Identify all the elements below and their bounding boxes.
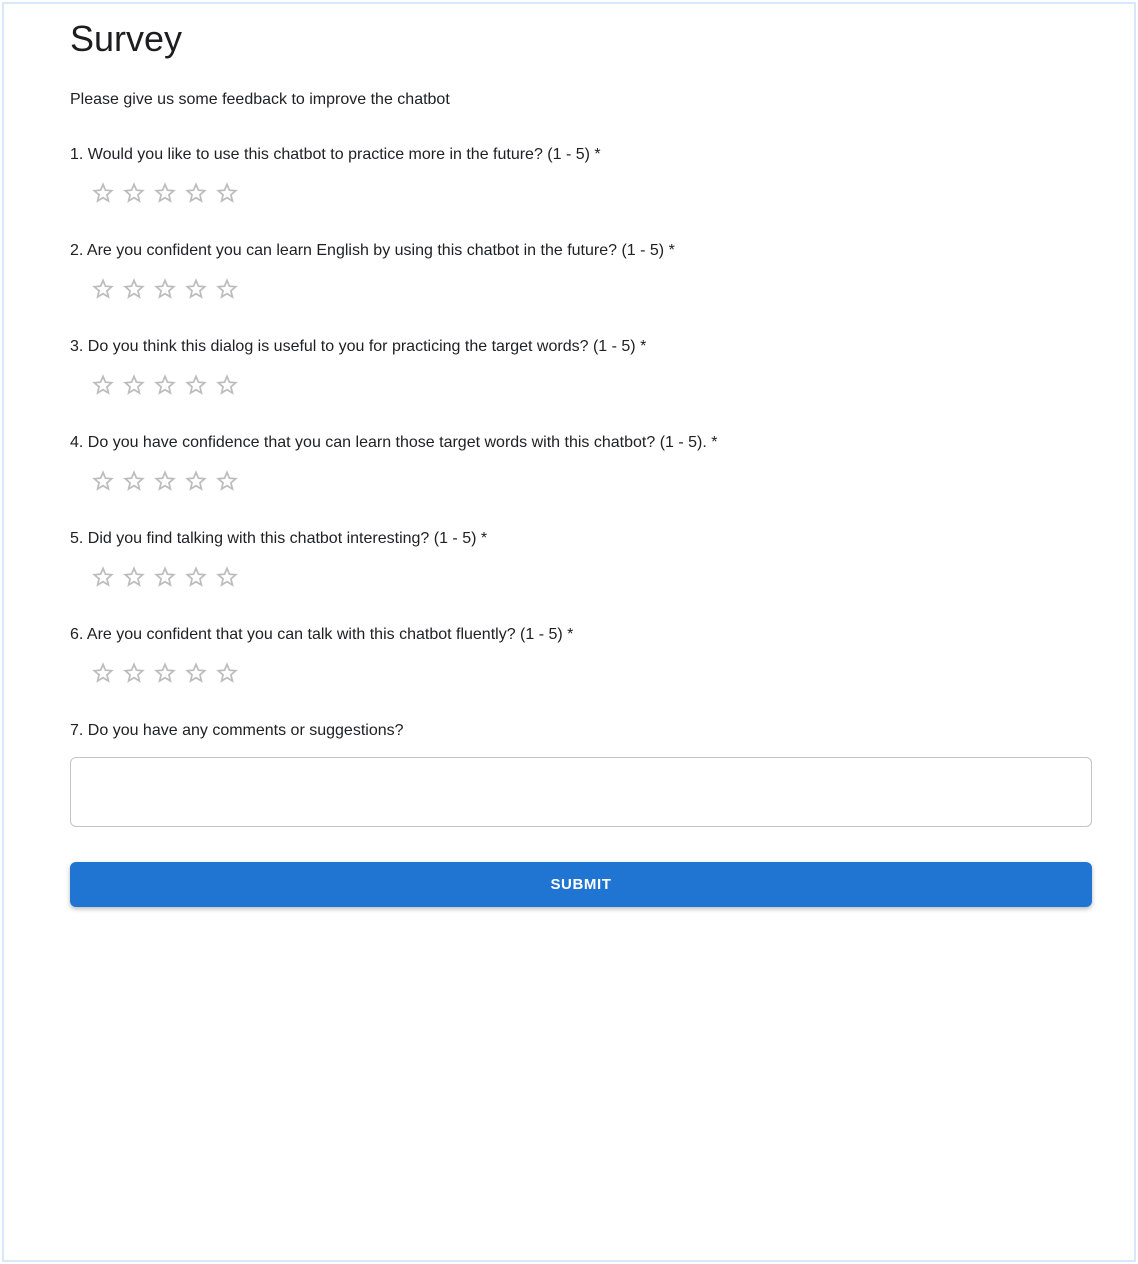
star-border-icon[interactable] — [90, 276, 116, 302]
page-subtitle: Please give us some feedback to improve the chatbot — [70, 91, 450, 108]
question-label: 4. Do you have confidence that you can learn those target words with this chatbot? (1 - 5). * — [70, 434, 718, 451]
question-block-3 — [70, 337, 1092, 398]
star-border-icon[interactable] — [90, 660, 116, 686]
question-block-1 — [70, 145, 1092, 206]
star-border-icon[interactable] — [90, 468, 116, 494]
star-border-icon[interactable] — [214, 372, 240, 398]
star-border-icon[interactable] — [152, 468, 178, 494]
star-border-icon[interactable] — [214, 276, 240, 302]
question-block-7 — [70, 721, 1092, 827]
star-border-icon[interactable] — [121, 468, 147, 494]
submit-button[interactable]: SUBMIT — [70, 862, 1092, 907]
question-label: 7. Do you have any comments or suggestions? — [70, 722, 404, 739]
star-rating — [90, 564, 1092, 590]
question-block-2 — [70, 241, 1092, 302]
star-border-icon[interactable] — [121, 180, 147, 206]
question-label: 3. Do you think this dialog is useful to you for practicing the target words? (1 - 5) * — [70, 338, 647, 355]
question-label: 6. Are you confident that you can talk with this chatbot fluently? (1 - 5) * — [70, 626, 574, 643]
star-border-icon[interactable] — [214, 468, 240, 494]
star-border-icon[interactable] — [183, 180, 209, 206]
star-border-icon[interactable] — [183, 660, 209, 686]
question-label: 2. Are you confident you can learn English by using this chatbot in the future? (1 - 5) * — [70, 242, 675, 259]
question-block-4 — [70, 433, 1092, 494]
question-block-6 — [70, 625, 1092, 686]
star-border-icon[interactable] — [121, 660, 147, 686]
star-rating — [90, 180, 1092, 206]
star-border-icon[interactable] — [183, 276, 209, 302]
star-border-icon[interactable] — [90, 372, 116, 398]
star-border-icon[interactable] — [183, 372, 209, 398]
star-border-icon[interactable] — [152, 564, 178, 590]
question-label: 1. Would you like to use this chatbot to practice more in the future? (1 - 5) * — [70, 146, 601, 163]
star-rating — [90, 276, 1092, 302]
star-border-icon[interactable] — [152, 180, 178, 206]
survey-card — [2, 2, 1136, 1262]
star-border-icon[interactable] — [121, 276, 147, 302]
comments-textarea[interactable] — [70, 757, 1092, 827]
star-border-icon[interactable] — [183, 468, 209, 494]
star-border-icon[interactable] — [152, 660, 178, 686]
star-rating — [90, 660, 1092, 686]
star-border-icon[interactable] — [121, 564, 147, 590]
star-rating — [90, 372, 1092, 398]
star-border-icon[interactable] — [152, 276, 178, 302]
star-border-icon[interactable] — [90, 180, 116, 206]
star-border-icon[interactable] — [121, 372, 147, 398]
star-border-icon[interactable] — [214, 564, 240, 590]
page-title: Survey — [70, 18, 183, 59]
star-border-icon[interactable] — [183, 564, 209, 590]
star-rating — [90, 468, 1092, 494]
star-border-icon[interactable] — [214, 660, 240, 686]
star-border-icon[interactable] — [90, 564, 116, 590]
question-label: 5. Did you find talking with this chatbot interesting? (1 - 5) * — [70, 530, 488, 547]
survey-form — [4, 4, 1134, 907]
star-border-icon[interactable] — [214, 180, 240, 206]
question-block-5 — [70, 529, 1092, 590]
star-border-icon[interactable] — [152, 372, 178, 398]
